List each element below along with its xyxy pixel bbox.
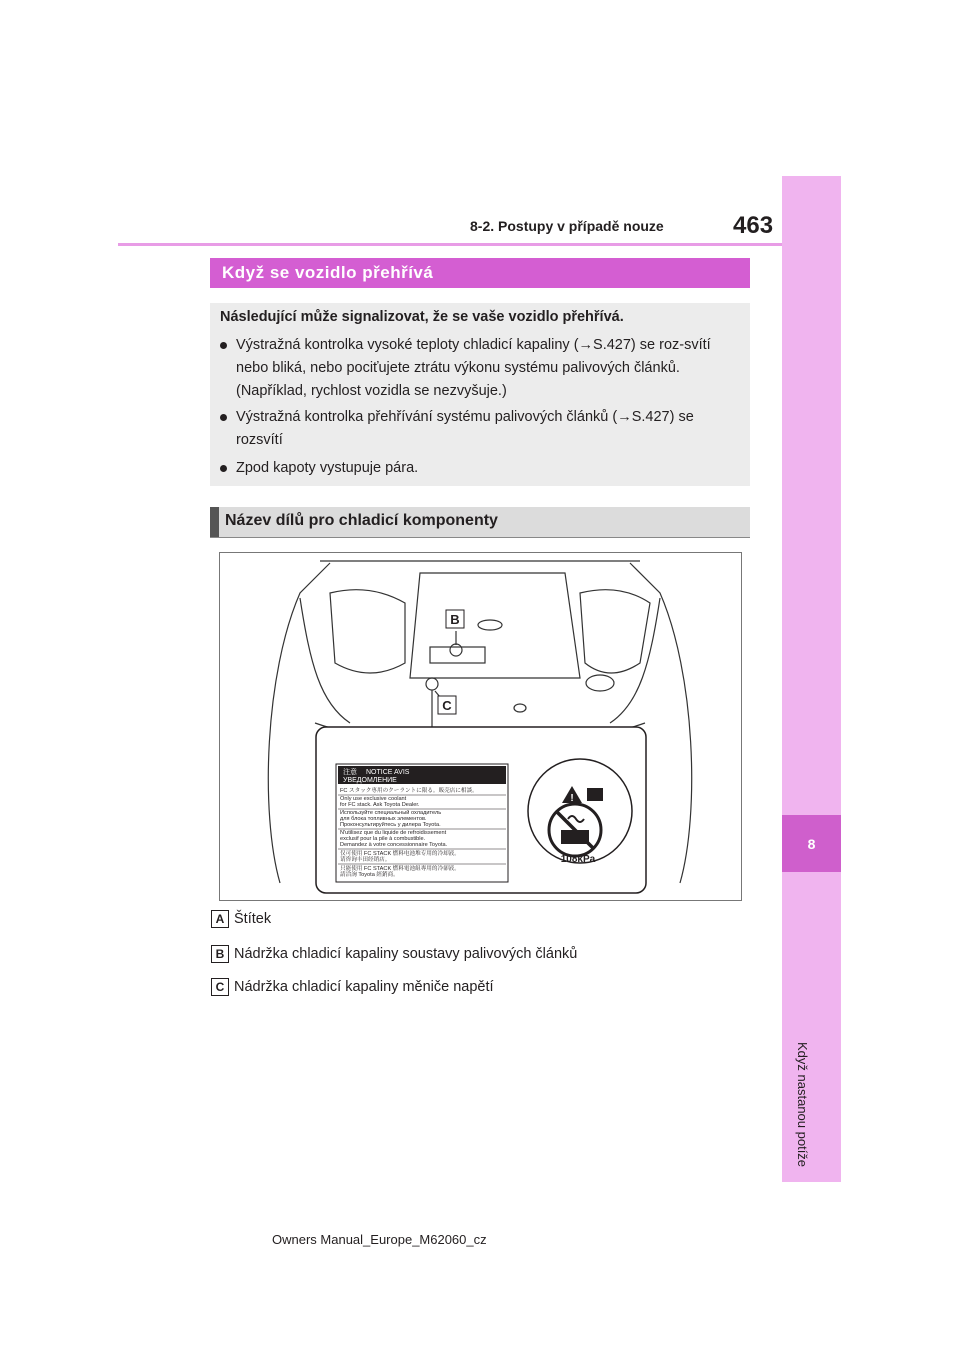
bullet-dot <box>220 342 227 349</box>
notice-line: for FC stack. Ask Toyota Dealer. <box>340 802 420 808</box>
legend-text: Nádržka chladicí kapaliny měniče napětí <box>234 978 494 995</box>
legend-row-c <box>211 978 494 996</box>
chapter-number-tab[interactable]: 8 <box>782 815 841 872</box>
callout-b: B <box>450 612 460 627</box>
notice-line: 请咨询丰田经销店。 <box>340 857 391 863</box>
bullet-text: Výstražná kontrolka vysoké teploty chladicí kapaliny (→S.427) se roz-svítí nebo bliká, nebo pociťujete ztrátu výkonu systému palivových článků. (Například, rychlost vozidla se nezvyšuje.) <box>236 337 711 399</box>
notice-line: Используйте специальный охладитель <box>340 810 442 816</box>
bullet-text: Výstražná kontrolka přehřívání systému palivových článků (→S.427) se rozsvítí <box>236 409 694 448</box>
engine-cover <box>410 573 580 678</box>
legend-row-b <box>211 945 577 963</box>
bullet-dot <box>220 465 227 472</box>
notice-line: N'utilisez que du liquide de refroidissement <box>340 830 447 836</box>
notice-line: для блока топливных элементов. <box>340 816 427 822</box>
callout-c: C <box>442 698 452 713</box>
legend-text: Nádržka chladicí kapaliny soustavy palivových článků <box>234 945 578 962</box>
notice-line: Only use exclusive coolant <box>340 796 407 802</box>
bullet-text: Zpod kapoty vystupuje pára. <box>236 460 419 476</box>
chapter-title-vertical <box>761 1042 810 1168</box>
notice-line: Demandez à votre concessionnaire Toyota. <box>340 842 448 848</box>
cap-pressure: 108kPa <box>560 854 596 865</box>
overheat-intro: Následující může signalizovat, že se vaše vozidlo přehřívá. <box>220 309 624 325</box>
notice-title: NOTICE AVIS <box>366 769 410 776</box>
legend-row-a <box>211 910 271 928</box>
engine-bay-figure <box>219 552 742 901</box>
warning-exclamation: ! <box>570 793 574 804</box>
parts-heading-text: Název dílů pro chladicí komponenty <box>225 512 498 529</box>
header-rule <box>118 243 782 246</box>
notice-line: 仅可使用 FC STACK 燃料电池堆专用的冷却液。 <box>340 851 460 857</box>
hood-edge-left <box>300 598 350 723</box>
legend-text: Štítek <box>234 910 272 927</box>
hood-edge-right <box>610 598 660 723</box>
notice-line: 請洽詢 Toyota 經銷商。 <box>340 872 399 878</box>
parts-heading-bar <box>210 507 219 537</box>
notice-line: Проконсультируйтесь у дилера Toyota. <box>340 822 441 828</box>
legend-key: C <box>211 978 229 996</box>
manual-book-icon <box>587 788 603 801</box>
list-item <box>220 457 740 480</box>
chapter-title-text: Když nastanou potíže <box>795 1042 810 1168</box>
footer-doc-id: Owners Manual_Europe_M62060_cz <box>272 1232 487 1247</box>
fc-coolant-reservoir <box>430 647 485 663</box>
overheat-heading <box>210 258 750 288</box>
fc-reservoir-cap <box>450 644 462 656</box>
engine-bay-left <box>330 590 405 673</box>
bolt <box>514 704 526 712</box>
parts-heading-rule <box>210 537 750 538</box>
notice-line: 只能使用 FC STACK 燃料電池組專用的冷卻液。 <box>340 866 460 872</box>
legend-key: B <box>211 945 229 963</box>
engine-bay-right <box>580 590 650 673</box>
chapter-side-tab <box>782 176 841 1182</box>
reservoir-cap-right <box>586 675 614 691</box>
list-item <box>220 334 740 403</box>
bullet-dot <box>220 414 227 421</box>
notice-line: FC スタック専用のクーラントに限る。販売店に相談。 <box>340 788 478 794</box>
parts-heading <box>210 507 750 537</box>
notice-line: exclusif pour la pile à combustible. <box>340 836 426 842</box>
list-item <box>220 406 740 452</box>
section-title: 8-2. Postupy v případě nouze <box>470 218 664 234</box>
legend-key: A <box>211 910 229 928</box>
engine-bay-illustration <box>220 553 741 900</box>
notice-title-ru: УВЕДОМЛЕНИЕ <box>343 777 397 784</box>
converter-reservoir-cap <box>426 678 438 690</box>
page-number: 463 <box>733 212 774 239</box>
notice-title-jp: 注意 <box>343 769 357 776</box>
cover-emblem <box>478 620 502 630</box>
overheat-heading-text: Když se vozidlo přehřívá <box>222 263 434 282</box>
